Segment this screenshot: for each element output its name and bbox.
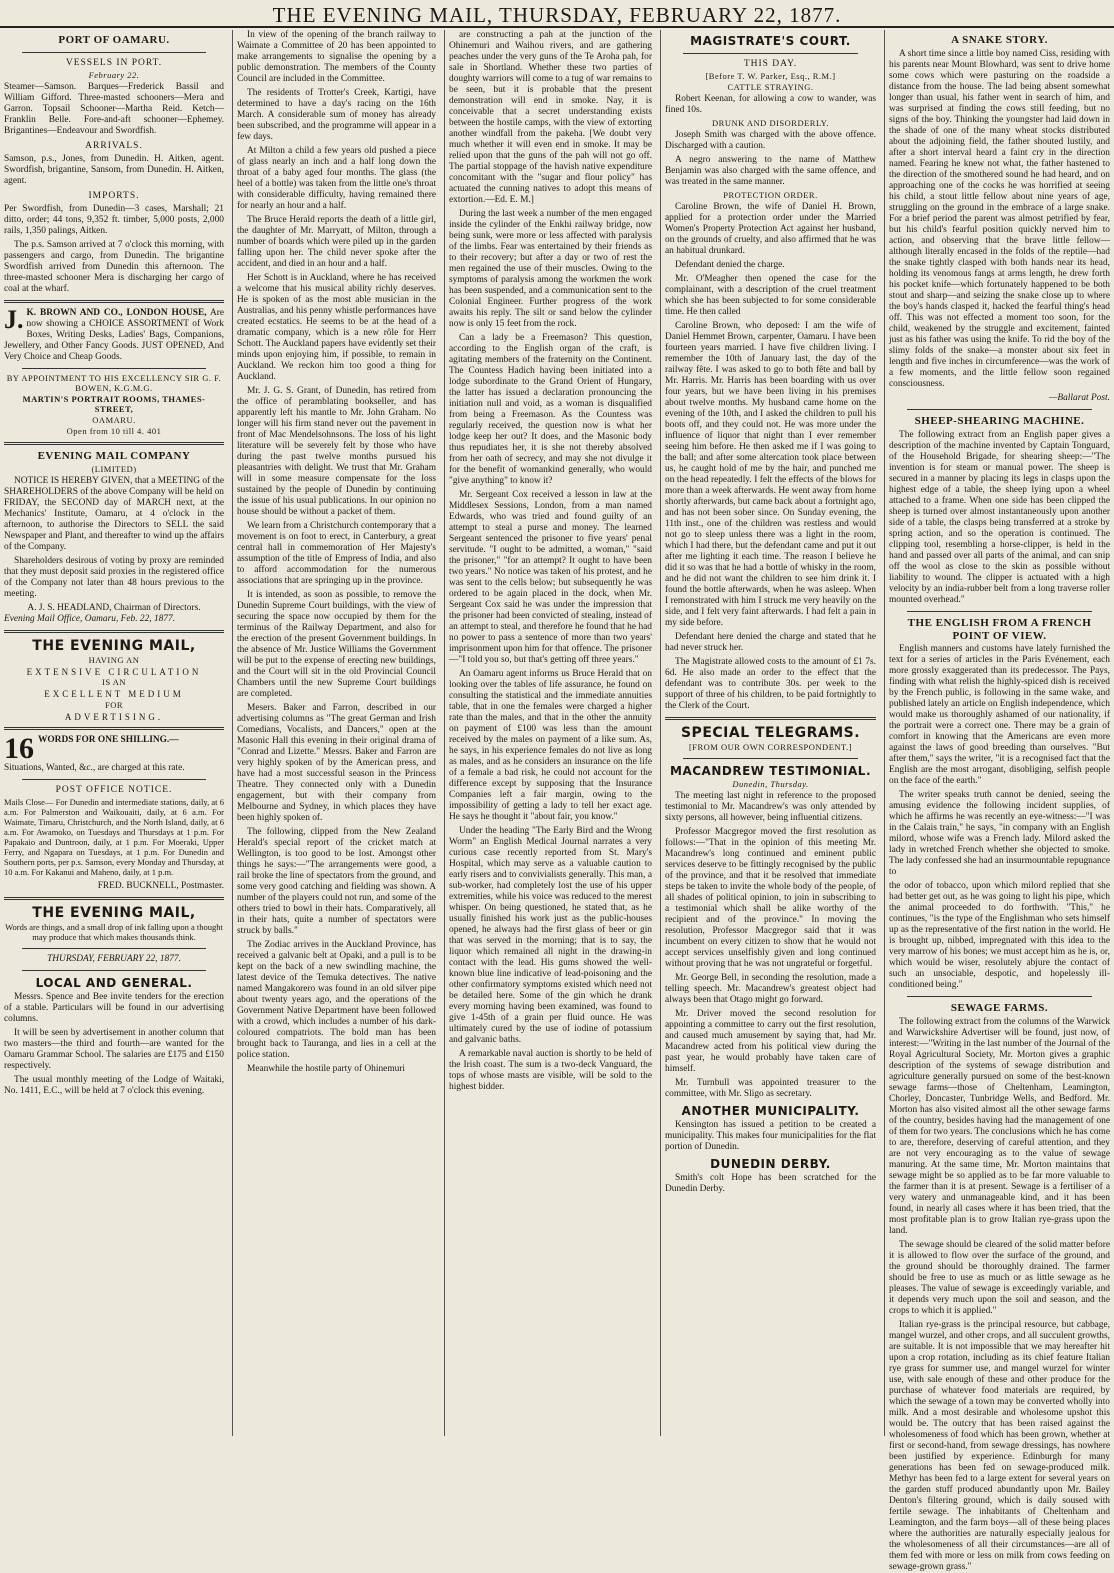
drunk-text-2: A negro answering to the name of Matthew Benjamin was also charged with the same offence, and was treated in the same manner. xyxy=(665,154,876,187)
french-heading: THE ENGLISH FROM A FRENCH POINT OF VIEW. xyxy=(907,616,1092,642)
testimonial-date: Dunedin, Thursday. xyxy=(732,779,809,790)
testimonial-p2: Professor Macgregor moved the first resolution as follows:—"That in the opinion of this meeting Mr. Macandrew's long continued and eminent public services deserve to be fittingly recognised by the public of the province, and that it be resolved that immediate steps be taken to invite the whole body of the people, of all shades of political opinion, to join in subscribing to a testimonial which shall be alike worthy of the recipient and of the province." In moving the resolution, Professor Macgregor said that it was incumbent on every citizen to show that he would not accept services unselfishly given and long continued without proving that he was not ungrateful or forgetful. xyxy=(665,827,876,970)
col2-p9: Mesers. Baker and Farron, described in our advertising columns as "The great German and Irish Comedians, Vocalists, and Dancers," open at the Masonic Hall this evening in their original drama of "Conrad and Lizette." Messrs. Baker and Farron are very highly spoken of by the American press, and have had a most successful season in the Princess Theatre. They connected only with a Dunedin engagement, but with their company from Melbourne and Sydney, in which places they have been highly spoken of. xyxy=(237,703,436,823)
divider xyxy=(4,897,224,900)
divider xyxy=(22,948,206,949)
drunk-heading: DRUNK AND DISORDERLY. xyxy=(712,118,829,129)
protection-heading: PROTECTION ORDER. xyxy=(723,189,818,200)
col2-p12: Meanwhile the hostile party of Ohinemuri xyxy=(247,1064,406,1074)
martin-ad-code: 401 xyxy=(147,425,162,436)
col2-p2: The residents of Trotter's Creek, Kartigi, have determined to have a day's racing on the 16th March. A considerable sum of money has already been subscribed, and the programme will appear in a few days. xyxy=(237,88,436,142)
local-p3: The usual monthly meeting of the Lodge of Waitaki, No. 1411, E.C., will be held at 7 o'clock this evening. xyxy=(4,1075,224,1097)
column-5 xyxy=(884,30,1114,1573)
protection-p4: Caroline Brown, who deposed: I am the wife of Daniel Hemmet Brown, carpenter, Oamaru. I have been fourteen years married. I have five children living. I remember the 10th of January last, the day of the railway fête. I was asked to go to both fête and ball by Mr. Harris. Mr. Harris has been boarding with us over four years, but we have been living in his premises about twelve months. My husband came home on the evening of the 10th, and I asked the children to pull his boots off, and they could not. He was more under the influence of liquor that night than I ever remember seeing him before. He then asked me if I was going to the ball; and after some altercation took place between us, he caught hold of me by the hair, and punched me on the head repeatedly. I felt the effects of the blows for more than a week afterwards. He went away from home shortly afterwards, but came back about a fortnight ago, and has not been sober since. On Sunday evening, the 11th inst., one of the children was restless and would not go to sleep unless there was a light in the room, which I had there, but the defendant came and put it out after me lighting it each time. The reason I believe he did it so was that he had a bottle of whisky in the room, and he did not want the children to see him drink it. I found the bottle afterwards, when he was asleep. When I remonstrated with him I struck me very heavily on the side, and I felt very faint afterwards. I had felt a pain in my side before. xyxy=(665,320,876,628)
col2-p7: We learn from a Christchurch contemporary that a movement is on foot to erect, in Canterbury, a great central hall in commemoration of Her Majesty's assumption of the title of Empress of India, and also to afford accommodation for the numerous associations that are springing up in the province. xyxy=(237,521,436,586)
divider xyxy=(22,52,206,53)
cattle-heading: CATTLE STRAYING. xyxy=(727,82,814,93)
arrivals-heading: ARRIVALS. xyxy=(85,140,143,151)
french-p1: English manners and customs have lately furnished the text for a series of articles in the Paris Evénement, each more grossly exaggerated than its predecessor. The Pays, finding with what relish the highly-spiced dish is received by the French public, is following in the same wake, and published lately an article on English independence, which would make us thoroughly ashamed of our nationality, if the portrait were a correct one. There may be a grain of comfort in knowing that the Americans are even more against the laws of good breeding than ourselves. "But after them," says the writer, "it is a recognised fact that the English are the most arrogant, disobliging, selfish people on the face of the earth." xyxy=(889,644,1110,787)
local-p2: It will be seen by advertisement in another column that two masters—the third and fourth—are wanted for the Oamaru Grammar School. The salaries are £175 and £150 respectively. xyxy=(4,1028,224,1072)
mail-title: THE EVENING MAIL, xyxy=(32,637,196,654)
ad16-text: WORDS FOR ONE SHILLING.— xyxy=(38,735,179,746)
cattle-text: Robert Keenan, for allowing a cow to wander, was fined 10s. xyxy=(665,94,876,116)
company-heading: EVENING MAIL COMPANY xyxy=(37,449,191,462)
testimonial-p5: Mr. Turnbull was appointed treasurer to the committee, with Mr. Sligo as secretary. xyxy=(665,1078,876,1100)
column-1 xyxy=(0,30,228,1436)
snake-p1: A short time since a little boy named Ciss, residing with his parents near Mount Blowhard, was sent to drive home some cows which were pasturing on the roadside a distance from the house. The lad being absent somewhat longer than usual, his father went in search of him, and was surprised at finding the cows still feeding, but no signs of the boy. Thinking the youngster had laid down in the shade of one of the many wheat stocks distributed about the adjoining field, the father shouted lustily, and after a short interval heard a faint cry in the direction named. Fearing he knew not what, the father hastened to the direction of the smothered sound he had heard, and on approaching one of the cocks he was horrified at seeing his child, a stout little fellow about nine years of age, struggling on the ground in the embrace of a large snake. For a brief period the parent was almost petrified by fear, but his child's fearful position quickly nerved him to action, and observing that the brave little fellow—although literally encased in the folds of the reptile—had the snake tightly clasped with both hands near its head, holding its venomous fangs at arms length, he drew forth his pocket knife—which fortunately happened to be both stout and sharp—and seizing the snake close up to where the boy's hands clasped it, hacked the fearful thing's head off. This was not effected a moment too soon, for the child, weakened by the struggle and excitement, fainted just as his father was using the knife. To rid the boy of the slimy folds of the snake—a monster about six feet in length and five inches in circumference—was the work of a few moments, and the little fellow soon regained consciousness. xyxy=(889,48,1110,389)
mail-advertising: ADVERTISING. xyxy=(64,711,164,722)
protection-p1: Caroline Brown, the wife of Daniel H. Brown, applied for a protection order under the Married Women's Property Protection Act against her husband, on the grounds of cruelty, and also affirmed that he was an habitual drunkard. xyxy=(665,201,876,256)
local-heading: LOCAL AND GENERAL. xyxy=(35,976,193,991)
drunk-text: Joseph Smith was charged with the above offence. Discharged with a caution. xyxy=(665,129,876,151)
masthead-title: THE EVENING MAIL, THURSDAY, FEBRUARY 22, 1877. xyxy=(272,3,842,27)
col2-p11: The Zodiac arrives in the Auckland Province, has received a galvanic belt at Opaki, and a pull is to be kept on the back of a new swindling machine, the latest device of the Temuka detectives. The native named Mangakorero was found in an old silver pipe about twenty years ago, and the operations of the Government Native Department have been followed with a crowd, which includes a number of his dark-coloured compatriots. The bold man has been brought back to Tauranga, and lies in a cell at the police station. xyxy=(237,940,436,1060)
mail-medium: EXCELLENT MEDIUM xyxy=(44,689,184,700)
mail2-quote: Words are things, and a small drop of ink falling upon a thought may produce that which makes thousands think. xyxy=(5,922,223,943)
mail-for: FOR xyxy=(104,699,124,710)
sewage-p1: The following extract from the columns of the Warwick and Warwickshire Advertiser will be found, just now, of interest:—"Writing in the last number of the Journal of the Royal Agricultural Society, Mr. Morton gives a graphic description of the systems of sewage distribution and agriculture generally pursued on some of the best-known sewage farms—those of Cheltenham, Leamington, Chorley, Doncaster, Tunbridge Wells, and Bedford. Mr. Morton has also visited almost all the other sewage farms of the country, besides having had the management of one of them for two years. The conclusions which he has come to are, therefore, deserving of careful attention, and they are not very encouraging as to the value of sewage manuring. At the same time, Mr. Morton maintains that sewage might be so applied as to be far more valuable to the farmer than it is at present. Sewage is a fertiliser of a very watery and unmanageable kind, and it has been found, in nearly all cases where it has been tried, that the most profitable plan is to grow Italian rye-grass upon the land. xyxy=(889,1017,1110,1237)
divider xyxy=(22,779,206,780)
sewage-heading: SEWAGE FARMS. xyxy=(950,1002,1049,1015)
snake-credit: —Ballarat Post. xyxy=(1049,392,1110,403)
derby-text: Smith's colt Hope has been scratched for the Dunedin Derby. xyxy=(665,1173,876,1195)
snake-heading: A SNAKE STORY. xyxy=(951,34,1048,46)
company-sub: (LIMITED) xyxy=(91,463,137,474)
col3-p6: Under the heading "The Early Bird and the Wrong Worm" an English Medical Journal narrates a very curious case recently reported from St. Mary's Hospital, which may serve as a valuable caution to early risers and to convivialists generally. This man, a sub-worker, had completely lost the use of his upper extremities, while his voice was reduced to the merest whisper. On being questioned, he stated that, as he usually finished his work just as the public-houses opened, he always had the first glass of beer or gin that was served in the morning; that is to say, the liquor which remained all night in the drawing-in contact with the lead. His gums showed the well-known blue line indicative of lead-poisoning and the other confirmatory symptoms existed which need not be detailed here. Some of the gin which he drank every morning having been examined, was found to give 1-45th of a grain per fluid ounce. He was ultimately cured by the use of iodine of potassium and galvanic baths. xyxy=(449,826,652,1045)
divider xyxy=(22,970,206,971)
col3-p2: During the last week a number of the men engaged inside the cylinder of the Enkhi railway bridge, now being sunk, were more or less affected with paralysis of the limbs. Fear was entertained by their friends as to their recovery; but after a day or two of rest the men regained the use of their muscles. Owing to the symptoms of paralysis among the workmen the work has been suspended, and a communication sent to the Colonial Engineer. Further progress of the work awaits his reply. The silt or sand below the cylinder now is only 15 feet from the rock. xyxy=(449,209,652,329)
mail2-date: THURSDAY, FEBRUARY 22, 1877. xyxy=(47,954,181,965)
brown-ad xyxy=(4,305,224,363)
arrivals-text: Samson, p.s., Jones, from Dunedin. H. Aitken, agent. Swordfish, brigantine, Sansom, from Dunedin. H. Aitken, agent. xyxy=(4,154,224,187)
sheep-p1: The following extract from an English paper gives a description of the machine invented by Captain Tonguard, of the Household Brigade, for shearing sheep:—"The invention is for steam or manual power. The sheep is secured in a manner by placing its legs in clasps upon the highest edge of a table, the sheep lying upon a wheel attached to a frame. When one side has been clipped the sheep is turned over almost instantaneously upon another side of a table, the clasps being transferred at a stroke by spring action, and so the operation is continued. The clipping tool, resembling a horse-clipper, is held in the hand and passed over all parts of the animal, and can snip off the wool as close to the skin as possible without liability to wound. The clipper is actuated with a high velocity by an india-rubber belt from a long traverse roller mounted overhead." xyxy=(889,429,1110,605)
imports-text: Per Swordfish, from Dunedin—3 cases, Marshall; 21 ditto, order; 44 tons, 9,352 ft. timber, 5,000 posts, 2,000 rails, 1,350 palings, Aitken. xyxy=(4,204,224,237)
column-2 xyxy=(232,30,440,1436)
post-text: Mails Close— For Dunedin and intermediate stations, daily, at 6 a.m. For Palmerston and Waikouaiti, daily, at 6 a.m. For Waimate, Timaru, Christchurch, and the North Island, daily, at 6 a.m. For Awamoko, on Tuesdays and Thursdays at 1 p.m. For Papakaio and Duntroon, daily, at 1 p.m. For Moeraki, Upper Ferry, and Ngapara on Tuesdays, at 1 p.m. For Dunedin and Southern ports, per p.s. Samson, every Monday and Thursday, at 10 a.m. For Kakanui and Maheno, daily, at 1 p.m. xyxy=(4,797,224,877)
divider xyxy=(907,409,1092,410)
municipality-text: Kensington has issued a petition to be created a municipality. This makes four municipalities for the flat portion of Dunedin. xyxy=(665,1120,876,1153)
brown-ad-text: Are now showing a CHOICE ASSORTMENT of Work Boxes, Writing Desks, Ladies' Bags, Companions, Jewellery, and Other Fancy Goods. JUST OPENED, And Very Choice and Cheap Goods. xyxy=(4,308,224,363)
col3-p7: A remarkable naval auction is shortly to be held of the Irish coast. The sum is a two-deck Vanguard, the tops of whose masts are visible, will be sold to the highest bidder. xyxy=(449,1049,652,1092)
col3-p5: An Oamaru agent informs us Bruce Herald that on looking over the tables of life assurance, he found on consulting the statistical and the immediate annuities table, that in one the females were charged a higher rate than the males, and that in the other the annuity on payment of £100 was less than the amount received by the males on payment of a like sum. As, he says, in his experience females do not live as long as males, and as he considers an insurance on the life of a female a bad risk, he could not account for the difference except by supposing that the Insurance Companies left a fair margin, owing to the impossibility of getting a lady to tell her exact age. He says he thought it "about fair, you know." xyxy=(449,669,652,822)
martin-ad-name: MARTIN'S PORTRAIT ROOMS, THAMES-STREET, xyxy=(22,394,206,414)
column-4 xyxy=(660,30,880,1436)
divider xyxy=(683,53,858,54)
port-heading: PORT OF OAMARU. xyxy=(58,34,170,46)
shipping-notes: The p.s. Samson arrived at 7 o'clock this morning, with passengers and cargo, from Dunedin. The brigantine Swordfish arrived from Dunedin this afternoon. The three-masted schooner Mera is discharging her cargo of coal at the wharf. xyxy=(4,240,224,295)
masthead xyxy=(0,0,1114,28)
mail2-title: THE EVENING MAIL, xyxy=(32,904,196,921)
col2-p3: At Milton a child a few years old pushed a piece of glass nearly an inch and a half long down the throat of a baby aged four months. The glass (the heel of a bottle) was taken from the little one's throat with considerable difficulty, having remained there for nearly an hour and a half. xyxy=(237,146,436,211)
col3-p1: are constructing a pah at the junction of the Ohinemuri and Waihou rivers, and are gathering peaches under the very guns of the Te Aroha pah, for sale in Shortland. Whether these two parties of doughty warriors will come to a tug of war remains to be seen, but it is probable that the present demonstration will end in smoke. Nay, it is conceivable that a secret understanding exists between the hostile camps, with the view of extorting another windfall from the pakeha. [We doubt very much whether it will even end in smoke. It may be relied upon that the guns of the pah will not go off. The partial stoppage of the havish native expenditure concomitant with the "sugar and flour policy" has actuated the cunning natives to adopt this means of extortion.—Ed. E. M.] xyxy=(449,30,652,205)
vessels-heading: VESSELS IN PORT. xyxy=(65,57,163,68)
brown-ad-name: K. BROWN AND CO., LONDON HOUSE, xyxy=(26,308,207,319)
sheep-heading: SHEEP-SHEARING MACHINE. xyxy=(914,414,1085,427)
divider xyxy=(683,758,858,759)
imports-heading: IMPORTS. xyxy=(88,191,140,202)
protection-p5: Defendant here denied the charge and stated that he had never struck her. xyxy=(665,631,876,653)
divider xyxy=(4,630,224,633)
divider xyxy=(4,300,224,303)
divider xyxy=(4,727,224,730)
vessels-text: Steamer—Samson. Barques—Frederick Bassil and William Gifford. Three-masted schooners—Mera and Garron. Topsail Schooner—Martha Reid. Ketch—Franklin Belle. Fore-and-aft schooner—Ephemey. Brigantines—Endeavour and Swordfish. xyxy=(4,81,224,136)
local-p1: Messrs. Spence and Bee invite tenders for the erection of a stable. Particulars will be found in our advertising columns. xyxy=(4,992,224,1025)
ad16-number: 16 xyxy=(4,732,34,766)
derby-heading: DUNEDIN DERBY. xyxy=(710,1157,831,1172)
col2-p6: Mr. J. G. S. Grant, of Dunedin, has retired from the office of peramblating bookseller, and has apparently left his mantle to Mr. John Graham. No longer will his firm stand never out the pavement in front of Mac Mendelsohnsons. The loss of his light literature will be severely felt by those who have during the past twelve months pursued his pleasantries with delight. We trust that Mr. Graham will in some measure compensate for the loss sustained by the people of Dunedin by continuing the issue of his usual publications. In our opinion no house should be without a packet of them. xyxy=(237,386,436,517)
protection-p3: Mr. O'Meagher then opened the case for the complainant, with a description of the cruel treatment which she has been subjected to for some considerable time. He then called xyxy=(665,273,876,317)
divider xyxy=(4,442,224,445)
divider xyxy=(665,717,876,720)
sewage-p2: The sewage should be cleared of the solid matter before it is allowed to flow over the surface of the ground, and the ground should be thoroughly drained. The farmer should be free to use as much or as little sewage as he pleases. The value of sewage is exceedingly variable, and it depends very much upon the soil and season, and the crops to which it is applied." xyxy=(889,1240,1110,1317)
divider xyxy=(907,996,1092,997)
company-notice-2: Shareholders desirous of voting by proxy are reminded that they must deposit said proxies in the registered office of the Company not later than 48 hours previous to the meeting. xyxy=(4,555,224,599)
sewage-p3: Italian rye-grass is the principal resource, but cabbage, mangel wurzel, and other crops, and all succulent growths, are suitable. It is not impossible that we may hereafter hit upon a crop rotation, including as its chief feature Italian rye grass for summer use, and mangel wurzel for winter use, with sale enough of these and other produce for the purchase of whatever food materials are required, by which the sewage of a town may be converted wholly into milk. And a most desirable and wholesome upshot this would be. The outcry that has been raised against the wholesomeness of food which has been grown, whether at first or second-hand, from sewage dressings, has nowhere been justified by experience. Edinburgh for many generations has been fed on sewage-produced milk. Methyr has been fed to a large extent for several years on the garden stuff produced abundantly upon Mr. Bailey Denton's filtering ground, which is daily soused with fertile sewage. The inhabitants of Cheltenham and Leamington, and the farm boys—all of these being places where the authorities are naturally especially jealous for the wholesomeness of all their circumstances—are all of them fed with more or less on milk from cows feeding on sewage-grown grass." xyxy=(889,1320,1110,1573)
vessels-date: February 22. xyxy=(88,69,140,80)
martin-ad-place: OAMARU. xyxy=(92,414,136,425)
telegrams-heading: SPECIAL TELEGRAMS. xyxy=(680,724,861,741)
martin-ad-hours xyxy=(4,427,224,437)
protection-p2: Defendant denied the charge. xyxy=(675,259,785,270)
ad16 xyxy=(4,732,224,766)
ad16-sub: Situations, Wanted, &c., are charged at this rate. xyxy=(4,763,185,774)
col2-p10: The following, clipped from the New Zealand Herald's special report of the cricket match at Wellington, is too good to be lost. Amongst other things he says:—"The arrangements were good, a rail broke the line of spectators from the ground, and some very good catching and fielding was shown. A number of the players could not run, and some of the others tried to bowl in their hats. Comparatively, all in their hats, quite a number of spectators were struck by balls." xyxy=(237,827,436,936)
martin-ad-hours-text: Open from 10 till 4. xyxy=(66,425,145,436)
odor-text: the odor of tobacco, upon which milord replied that she had better get out, as he was going to light his pipe, which the animal proceeded to do forthwith. "This," he continues, "is the type of the Englishman who sets himself up as the representative of the first nation in the world. He is brought up, nibbed, impregnated with this idea to the very marrow of his bones; we must accept him as he is, or, which would be wiser, resolutely abjure the contact of such an unsociable, despotic, and hopelessly ill-conditioned being." xyxy=(889,881,1110,991)
col2-p5: Her Schott is in Auckland, where he has received a welcome that his musical ability richly deserves. He is spoken of as the most able musician in the Australias, and his penny whistle performances have created ecstatics. He seems to be at the head of a dramatic company, which is a new rôle for Herr Schott. The Auckland papers have evidently set their minds upon enjoying him, if possible, to remain in Auckland. We reckon him too good a thing for Auckland. xyxy=(237,273,436,382)
court-before: [Before T. W. Parker, Esq., R.M.] xyxy=(705,71,836,82)
divider xyxy=(907,611,1092,612)
post-heading: POST OFFICE NOTICE. xyxy=(55,785,173,796)
company-sign: A. J. S. HEADLAND, Chairman of Directors. xyxy=(27,602,201,613)
divider xyxy=(22,368,206,369)
court-heading: MAGISTRATE'S COURT. xyxy=(690,34,851,48)
company-notice: NOTICE IS HEREBY GIVEN, that a MEETING of the SHAREHOLDERS of the above Company will be held on FRIDAY, the SECOND day of MARCH next, at the Mechanics' Institute, Oamaru, at 4 o'clock in the afternoon, to authorise the Directors to SELL the said Newspaper and Plant, and thereafter to wind up the affairs of the Company. xyxy=(4,475,224,552)
testimonial-heading: MACANDREW TESTIMONIAL. xyxy=(670,764,871,779)
french-p2: The writer speaks truth cannot be denied, seeing the amusing evidence the following incident supplies, of which he affirms he was recently an eye-witness:—"I was in the Calais train," he says, "in company with an English milord, whose wife was a French lady. Milord asked the lady in wretched French whether she objected to smoke. The lady confessed she had an insurmountable repugnance to xyxy=(889,790,1110,878)
col2-p4: The Bruce Herald reports the death of a little girl, the daughter of Mr. Marryatt, of Milton, through a number of boards which were piled up in the garden falling upon her. The child never spoke after the accident, and died in an hour and a half. xyxy=(237,215,436,269)
col3-p4: Mr. Sergeant Cox received a lesson in law at the Middlesex Sessions, London, from a man named Edwards, who was tried and found guilty of an attempt to steal a purse and money. The learned Sergeant sentenced the prisoner to five years' penal servitude. "I ought to be admitted, a woman," "said the prisoner," "for an attempt? It ought to have been two years." No notice was taken of his protest, and he was sent to the cells below; but subsequently he was ordered to be again placed in the dock, when Mr. Sergeant Cox said he was under the impression that the prisoner had been convicted of stealing, instead of an attempt to steal, and therefore he found that he had no power to pass a sentence of more than two years' imprisonment upon him for that offence. The prisoner—"I told you so, but that's getting off three years." xyxy=(449,490,652,665)
mail-extensive: EXTENSIVE CIRCULATION xyxy=(26,666,202,677)
municipality-heading: ANOTHER MUNICIPALITY. xyxy=(681,1104,860,1119)
court-day: THIS DAY. xyxy=(743,59,798,70)
post-sign: FRED. BUCKNELL, Postmaster. xyxy=(97,880,224,891)
protection-p6: The Magistrate allowed costs to the amount of £1 7s. 6d. He also made an order to the effect that the defendant was to contribute 30s. per week to the support of three of his children, to be paid fortnightly to the Clerk of the Court. xyxy=(665,656,876,711)
testimonial-p4: Mr. Driver moved the second resolution for appointing a committee to carry out the first resolution, and caused much amusement by saying that, had Mr. Macandrew acted from his political view during the past year, he would probably have taken care of himself. xyxy=(665,1009,876,1075)
col3-p3: Can a lady be a Freemason? This question, according to the English organ of the craft, is agitating members of the fraternity on the Continent. The Countess Hadich having been initiated into a lodge subordinate to the Grand Orient of Hungary, the latter has issued a declaration pronouncing the initiation null and void, as a woman is disqualified from being a Freemason. As the Countess was regularly received, the question now is what her lodge keep her out? It does, and the Masonic body thus repudiates her, it is she not thereby absolved from her oath of secrecy, and may she not divulge it for the benefit of womankind generally, who would "give anything" to know it? xyxy=(449,333,652,486)
testimonial-p3: Mr. George Bell, in seconding the resolution, made a telling speech. Mr. Macandrew's greatest object had always been that Otago might go forward. xyxy=(665,973,876,1006)
mail-is-an: IS AN xyxy=(102,677,126,688)
martin-ad-top: BY APPOINTMENT TO HIS EXCELLENCY SIR G. F. BOWEN, K.G.M.G. xyxy=(6,373,222,394)
col2-p1: In view of the opening of the branch railway to Waimate a Committee of 20 has been appointed to make arrangements to signalise the opening by a public demonstration. The members of the County Council are included in the Committee. xyxy=(237,30,436,84)
testimonial-p1: The meeting last night in reference to the proposed testimonial to Mr. Macandrew's was only attended by sixty persons, all however, being influential citizens. xyxy=(665,791,876,824)
brown-ad-initial: J. xyxy=(4,305,24,335)
col2-p8: It is intended, as soon as possible, to remove the Dunedin Supreme Court buildings, with the view of securing the space now occupied by them for the terminus of the Railway Department, and also for the erection of the present Government buildings. In the absence of Mr. Justice Williams the Government will be put to the expense of erecting new buildings, and the Court will sit in the old Provincial Council Chambers until the new Supreme Court buildings are completed. xyxy=(237,590,436,699)
telegrams-sub: [FROM OUR OWN CORRESPONDENT.] xyxy=(688,742,853,753)
column-3 xyxy=(444,30,656,1436)
mail-having: HAVING AN xyxy=(88,654,140,665)
company-office: Evening Mail Office, Oamaru, Feb. 22, 1877. xyxy=(4,613,176,624)
